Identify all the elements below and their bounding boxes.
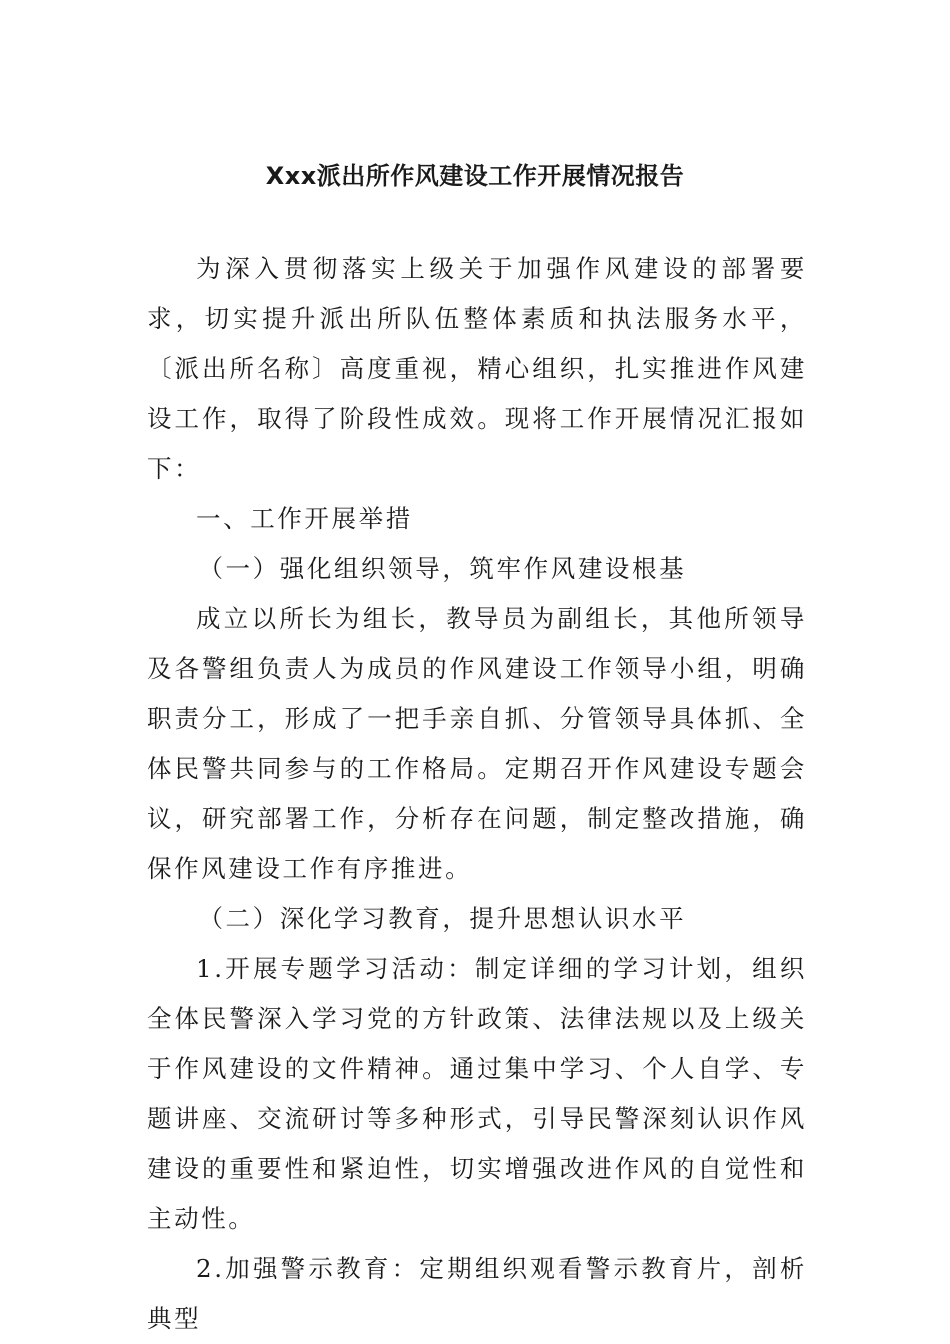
body-paragraph-3: 2.加强警示教育：定期组织观看警示教育片，剖析典型 <box>147 1254 807 1333</box>
document-title: Xxx派出所作风建设工作开展情况报告 <box>265 162 685 190</box>
body-paragraph-1: 成立以所长为组长，教导员为副组长，其他所领导及各警组负责人为成员的作风建设工作领导小组，明确职责分工，形成了一把手亲自抓、分管领导具体抓、全体民警共同参与的工作格局。定期召开作风建设专题会议，研究部署工作，分析存在问题，制定整改措施，确保作风建设工作有序推进。 <box>147 604 807 883</box>
subsection-heading-2: （二）深化学习教育，提升思想认识水平 <box>198 904 687 933</box>
subsection-heading-1: （一）强化组织领导，筑牢作风建设根基 <box>198 554 687 583</box>
intro-paragraph: 为深入贯彻落实上级关于加强作风建设的部署要求，切实提升派出所队伍整体素质和执法服务水平，〔派出所名称〕高度重视，精心组织，扎实推进作风建设工作，取得了阶段性成效。现将工作开展情况汇报如下： <box>147 254 807 483</box>
section-heading-1: 一、工作开展举措 <box>196 504 413 533</box>
body-paragraph-2: 1.开展专题学习活动：制定详细的学习计划，组织全体民警深入学习党的方针政策、法律法规以及上级关于作风建设的文件精神。通过集中学习、个人自学、专题讲座、交流研讨等多种形式，引导民警深刻认识作风建设的重要性和紧迫性，切实增强改进作风的自觉性和主动性。 <box>147 954 807 1233</box>
document-body <box>147 244 807 1344</box>
